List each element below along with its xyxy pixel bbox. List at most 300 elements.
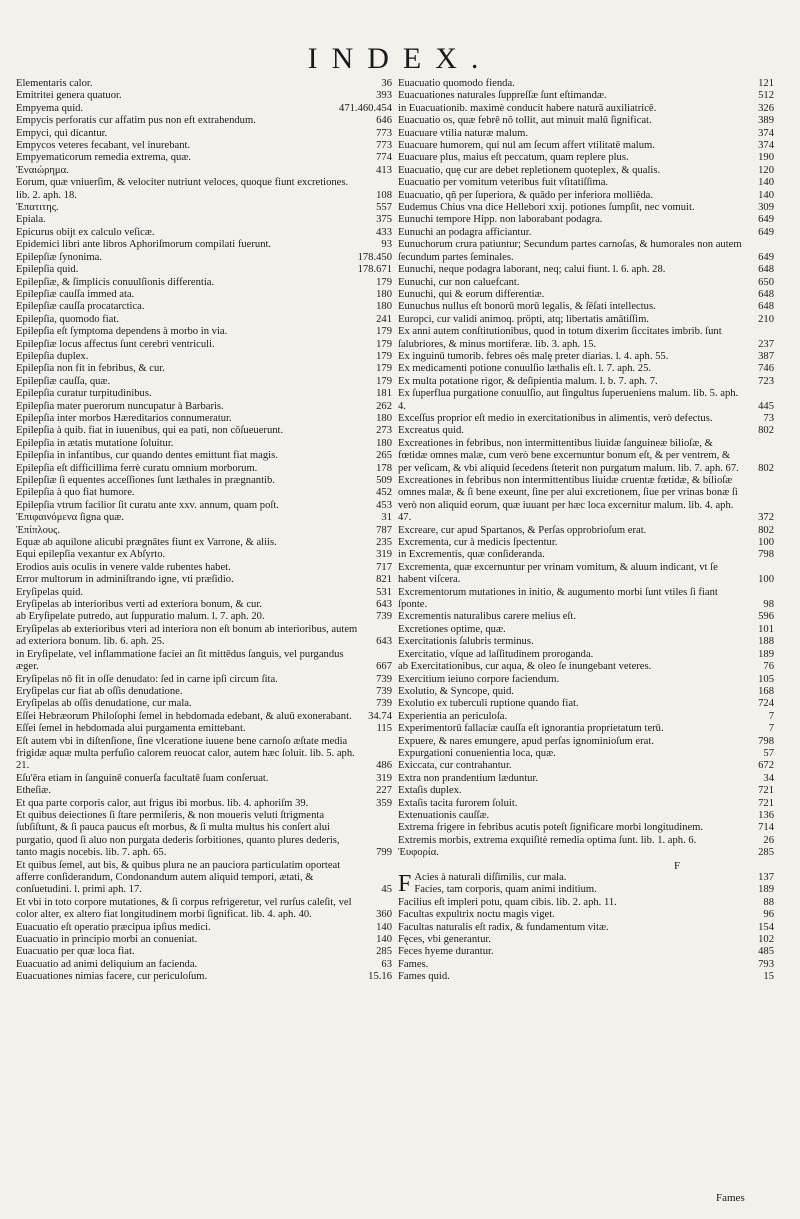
entry-page-number: 76 — [763, 661, 774, 673]
entry-page-number: 648 — [758, 264, 774, 276]
entry-page-number: 189 — [758, 648, 774, 660]
entry-page-number: 105 — [758, 673, 774, 685]
entry-text: Extra non prandentium læduntur. — [398, 772, 539, 784]
index-entry — [16, 214, 394, 226]
index-entry — [16, 723, 394, 735]
entry-text: Exolutio, & Syncope, quid. — [398, 685, 514, 697]
entry-text: Ex ſuperflua purgatione conuulſio, aut ſingultus ſuperueniens malum. lib. 5. aph. 4. — [398, 388, 739, 412]
entry-text: Euacuationes nimias facere, cur periculoſum. — [16, 971, 208, 983]
entry-page-number: 433 — [376, 226, 392, 238]
entry-text: Eryſipelas cur fiat ab oſſis denudatione. — [16, 685, 183, 697]
index-entry — [398, 128, 776, 140]
entry-text: Exceſſus proprior eſt medio in exercitationibus in alimentis, verò defectus. — [398, 412, 713, 424]
entry-text: Excretiones optime, quæ. — [398, 623, 506, 635]
entry-text: Extremis morbis, extrema exquiſitè remedia optima ſunt. lib. 1. aph. 6. — [398, 834, 697, 846]
index-entry — [16, 500, 394, 512]
entry-text: Facies, tam corporis, quam animi inditium. — [414, 884, 597, 896]
entry-text: Excrementorum mutationes in initio, & augumento morbi ſunt vtiles ſi fiant ſponte. — [398, 586, 718, 611]
entry-text: Ἐναιώρημα. — [16, 164, 69, 176]
index-entry — [398, 413, 776, 425]
entry-page-number: 178.450 — [357, 251, 392, 263]
index-entry — [398, 661, 776, 673]
entry-text: Eunuchi, neque podagra laborant, neq; calui fiunt. l. 6. aph. 28. — [398, 264, 666, 276]
index-entry — [16, 698, 394, 710]
entry-text: Ex inguinū tumorib. febres oēs malę preter diarias. l. 4. aph. 55. — [398, 350, 669, 362]
entry-text: Eryſipelas ab oſſis denudatione, cur mala. — [16, 698, 192, 710]
index-entry — [16, 152, 394, 164]
index-entry — [16, 537, 394, 549]
index-entry — [16, 103, 394, 115]
entry-page-number: 15 — [763, 971, 774, 983]
entry-page-number: 374 — [758, 127, 774, 139]
index-entry — [16, 252, 394, 264]
entry-text: Extaſis tacita furorem ſoluit. — [398, 797, 518, 809]
entry-text: Fęces, vbi generantur. — [398, 934, 491, 946]
entry-text: Euacuatio per quæ loca fiat. — [16, 946, 135, 958]
index-entry — [16, 78, 394, 90]
entry-text: Feces hyeme durantur. — [398, 946, 494, 958]
entry-page-number: 452 — [376, 487, 392, 499]
entry-page-number: 98 — [763, 599, 774, 611]
entry-text: Epicurus obijt ex calculo veſicæ. — [16, 226, 155, 238]
entry-text: Exolutio ex tuberculi ruptione quando fiat. — [398, 698, 579, 710]
entry-page-number: 667 — [376, 661, 392, 673]
entry-page-number: 179 — [376, 375, 392, 387]
entry-page-number: 724 — [758, 698, 774, 710]
entry-text: Facultas expultrix noctu magis viget. — [398, 909, 555, 921]
entry-text: Excrementa, cur à medicis ſpectentur. — [398, 537, 558, 549]
entry-text: Erodios auis oculis in venere valde rubentes habet. — [16, 561, 231, 573]
index-entry — [398, 115, 776, 127]
entry-page-number: 793 — [758, 958, 774, 970]
index-entry — [398, 835, 776, 847]
index-entry — [16, 363, 394, 375]
entry-page-number: 180 — [376, 288, 392, 300]
index-entry — [16, 326, 394, 338]
index-entry — [16, 736, 394, 773]
entry-page-number: 372 — [758, 512, 774, 524]
entry-page-number: 374 — [758, 140, 774, 152]
entry-text: Excreationes in febribus non intermittentibus liuidæ cruentæ fœtidæ, & bilioſæ omnes malæ, & ſi bene exeunt, ſine per alui excretionem, ſiue per vrinas bonæ ſi verò non aliquid eorum, quæ iuuant per hæc loca excernitur malum. lib. 4. aph. 47. — [398, 475, 738, 524]
index-entry — [16, 810, 394, 860]
entry-text: Et vbi in toto corpore mutationes, & ſi corpus refrigeretur, vel rurſus caleſit, vel color alter, ex altero fiat longitudinem morbi ſignificat. lib. 4. aph. 40. — [16, 896, 352, 921]
index-entry — [16, 475, 394, 487]
entry-text: Eſt autem vbi in diſtenſione, ſine vlceratione iuuene bene carnoſo æſtate media frigidæ aquæ multa perfuſio calorem reuocat calor, autem hæc ſoluit. lib. 5. aph. 21. — [16, 735, 355, 772]
index-entry — [16, 487, 394, 499]
index-entry — [398, 959, 776, 971]
entry-text: FAcies à naturali diſſimilis, cur mala. — [398, 871, 567, 897]
index-entry — [16, 202, 394, 214]
entry-page-number: 643 — [376, 599, 392, 611]
entry-text: Fames quid. — [398, 971, 450, 983]
entry-text: Eudemus Chius vna dice Hellebori xxij. potiones ſumpſit, nec vomuit. — [398, 202, 695, 214]
entry-text: Eſu'ēra etiam in ſanguinē conuerſa facultatē ſuam conſeruat. — [16, 772, 269, 784]
index-entry — [16, 227, 394, 239]
index-entry — [16, 562, 394, 574]
entry-text: Eryſipelas ab exterioribus vteri ad interiora non eſt bonum ab interioribus, autem ad exteriora bonum. lib. 6. aph. 25. — [16, 623, 358, 648]
index-entry — [16, 897, 394, 922]
index-entry — [398, 277, 776, 289]
index-entry — [398, 425, 776, 437]
entry-text: Ἐυφορία. — [398, 847, 439, 859]
entry-page-number: 486 — [376, 760, 392, 772]
entry-page-number: 802 — [758, 425, 774, 437]
entry-text: Epilepſia non fit in febribus, & cur. — [16, 363, 165, 375]
index-entry — [398, 549, 776, 561]
entry-text: Euacuatio quomodo fienda. — [398, 78, 515, 89]
entry-text: Epiala. — [16, 214, 46, 226]
entry-text: Epilepſia quid. — [16, 264, 79, 276]
index-entry — [398, 649, 776, 661]
entry-page-number: 802 — [758, 524, 774, 536]
index-entry — [16, 574, 394, 586]
entry-text: Eſſei Hebræorum Philoſophi ſemel in hebdomada edebant, & aluū exonerabant. — [16, 710, 352, 722]
entry-text: Excreatus quid. — [398, 425, 464, 437]
index-entry — [16, 674, 394, 686]
index-entry — [398, 909, 776, 921]
entry-page-number: 643 — [376, 636, 392, 648]
entry-page-number: 798 — [758, 735, 774, 747]
entry-page-number: 739 — [376, 698, 392, 710]
entry-text: Exercitatio, vſque ad laſſitudinem proroganda. — [398, 648, 594, 660]
section-letter: F — [673, 859, 681, 872]
index-entry — [16, 549, 394, 561]
entry-text: Epilepſia inter morbos Hæreditarios connumeratur. — [16, 412, 232, 424]
index-entry — [398, 537, 776, 549]
entry-page-number: 102 — [758, 934, 774, 946]
index-entry — [16, 611, 394, 623]
index-entry — [16, 90, 394, 102]
entry-page-number: 649 — [758, 226, 774, 238]
index-entry — [16, 115, 394, 127]
entry-page-number: 34 — [763, 772, 774, 784]
entry-page-number: 375 — [376, 214, 392, 226]
entry-text: Eryſipelas quid. — [16, 586, 84, 598]
entry-page-number: 309 — [758, 202, 774, 214]
entry-page-number: 63 — [381, 958, 392, 970]
index-entry — [16, 401, 394, 413]
index-entry — [398, 103, 776, 115]
entry-page-number: 596 — [758, 611, 774, 623]
index-entry — [398, 264, 776, 276]
index-entry — [398, 202, 776, 214]
index-entry — [398, 314, 776, 326]
index-entry — [398, 785, 776, 797]
entry-page-number: 646 — [376, 115, 392, 127]
entry-text: Euacuare vtilia naturæ malum. — [398, 127, 529, 139]
index-entry — [16, 277, 394, 289]
entry-page-number: 273 — [376, 425, 392, 437]
index-entry — [398, 177, 776, 189]
entry-text: Epilepſia à quo fiat humore. — [16, 487, 135, 499]
entry-page-number: 36 — [381, 78, 392, 89]
index-entry — [16, 177, 394, 202]
index-entry — [16, 686, 394, 698]
index-entry — [398, 810, 776, 822]
index-entry — [398, 636, 776, 648]
index-entry — [16, 264, 394, 276]
index-entry — [16, 922, 394, 934]
index-entry — [398, 301, 776, 313]
entry-text: Euacuatio in principio morbi an conueniat. — [16, 934, 198, 946]
entry-page-number: 319 — [376, 549, 392, 561]
entry-text: Epilepſia eſt ſymptoma dependens à morbo in via. — [16, 326, 228, 338]
entry-text: Empyematicorum remedia extrema, quæ. — [16, 152, 192, 164]
entry-text: Facultas naturalis eſt radix, & fundamentum vitæ. — [398, 921, 609, 933]
entry-page-number: 100 — [758, 574, 774, 586]
entry-page-number: 557 — [376, 202, 392, 214]
entry-page-number: 188 — [758, 636, 774, 648]
entry-page-number: 746 — [758, 363, 774, 375]
entry-page-number: 210 — [758, 313, 774, 325]
entry-page-number: 7 — [768, 710, 774, 722]
entry-page-number: 509 — [376, 475, 392, 486]
entry-text: Euacuatio os, quæ febrē nō tollit, aut minuit malū ſignificat. — [398, 115, 652, 127]
entry-page-number: 650 — [758, 276, 774, 288]
entry-page-number: 649 — [758, 251, 774, 263]
index-entry — [398, 214, 776, 226]
index-entry — [398, 525, 776, 537]
entry-page-number: 326 — [758, 102, 774, 114]
index-entry — [398, 922, 776, 934]
entry-text: Emitritei genera quatuor. — [16, 90, 122, 102]
entry-text: Euacuatio per vomitum veteribus fuit vſitatiſſima. — [398, 177, 609, 189]
entry-page-number: 821 — [376, 574, 392, 586]
entry-page-number: 773 — [376, 140, 392, 152]
entry-text: Epilepſia à quib. fiat in iuuenibus, qui ea pati, non cōſueuerunt. — [16, 425, 284, 437]
entry-page-number: 179 — [376, 350, 392, 362]
entry-text: Europci, cur validi animoq. pröpti, atq; libertatis amātiſſim. — [398, 313, 649, 325]
index-entry — [16, 798, 394, 810]
index-entry — [398, 140, 776, 152]
entry-page-number: 178 — [376, 462, 392, 474]
entry-text: Epilepſia in infantibus, cur quando dentes emittunt fiat magis. — [16, 450, 278, 462]
entry-text: Excrementis naturalibus carere melius eſt. — [398, 611, 576, 623]
entry-page-number: 389 — [758, 115, 774, 127]
entry-text: Exercitium ieiuno corpore faciendum. — [398, 673, 560, 685]
index-entry — [398, 686, 776, 698]
entry-text: Eunuchi an podagra afficiantur. — [398, 226, 532, 238]
entry-page-number: 531 — [376, 586, 392, 598]
entry-page-number: 413 — [376, 164, 392, 176]
entry-page-number: 179 — [376, 276, 392, 288]
entry-page-number: 180 — [376, 437, 392, 449]
entry-text: Eunuchi tempore Hipp. non laborabant podagra. — [398, 214, 603, 226]
index-entry — [398, 475, 776, 525]
index-entry — [16, 934, 394, 946]
entry-text: Ἐπατιτης. — [16, 202, 59, 214]
index-entry — [16, 450, 394, 462]
entry-page-number: 723 — [758, 375, 774, 387]
index-entry — [16, 587, 394, 599]
index-entry — [398, 363, 776, 375]
entry-text: Etheſiæ. — [16, 785, 52, 797]
entry-text: Empyema quid. — [16, 102, 84, 114]
index-entry — [398, 736, 776, 748]
entry-page-number: 360 — [376, 909, 392, 921]
index-entry — [16, 140, 394, 152]
index-entry — [398, 760, 776, 772]
entry-page-number: 179 — [376, 338, 392, 350]
entry-page-number: 179 — [376, 363, 392, 375]
entry-text: Euacuationes naturales ſuppreſſæ ſunt eſtimandæ. — [398, 90, 607, 102]
entry-text: Elementaris calor. — [16, 78, 93, 89]
entry-text: in Eryſipelate, vel inflammatione faciei an ſit mittēdus ſanguis, vel purgandus æger. — [16, 648, 344, 673]
index-entry — [398, 798, 776, 810]
entry-page-number: 319 — [376, 772, 392, 784]
index-entry — [16, 959, 394, 971]
index-entry — [16, 314, 394, 326]
entry-page-number: 471.460.454 — [339, 102, 392, 114]
entry-page-number: 140 — [376, 921, 392, 933]
entry-text: Epilepſiæ cauſſa, quæ. — [16, 375, 111, 387]
entry-page-number: 773 — [376, 127, 392, 139]
entry-text: Empyci, qui dicantur. — [16, 127, 108, 139]
entry-page-number: 178.671 — [357, 264, 392, 276]
index-entry — [398, 376, 776, 388]
entry-page-number: 96 — [763, 909, 774, 921]
entry-page-number: 648 — [758, 288, 774, 300]
entry-text: Empycos veteres fecabant, vel inurebant. — [16, 140, 191, 152]
index-entry — [16, 860, 394, 897]
index-column-right — [398, 78, 776, 984]
entry-page-number: 88 — [763, 896, 774, 908]
entry-page-number: 180 — [376, 301, 392, 313]
index-entry — [398, 611, 776, 623]
entry-text: Facilius eſt impleri potu, quam cibis. lib. 2. aph. 11. — [398, 896, 617, 908]
entry-text: Excreationes in febribus, non intermittentibus liuidæ ſanguineæ bilioſæ, & fœtidæ omnes malæ, cum verò bene excernuntur bonum eſt, & per ventrem, & per veſicam, & vbi aliquid ſecedens ſteterit non purgatum malum. lib. 7. aph. 67. — [398, 437, 739, 474]
entry-page-number: 15.16 — [368, 971, 392, 983]
entry-page-number: 179 — [376, 326, 392, 338]
entry-page-number: 26 — [763, 834, 774, 846]
index-entry — [398, 562, 776, 587]
entry-text: Epilepſiæ ſynonima. — [16, 251, 102, 263]
entry-text: Ἐπίπλους. — [16, 524, 60, 536]
entry-text: Epilepſiæ ſi equentes acceſſiones ſunt læthales in prægnantib. — [16, 475, 275, 486]
entry-text: Euacuare humorem, qui nul am ſecum affert vtilitatē malum. — [398, 140, 655, 152]
index-entry — [398, 897, 776, 909]
entry-text: Euacuatio eſt operatio præcipua ipſius medici. — [16, 921, 211, 933]
entry-page-number: 121 — [758, 78, 774, 89]
entry-page-number: 115 — [376, 723, 392, 735]
entry-text: Euacuatio, qñ per ſuperiora, & quādo per inferiora molliēda. — [398, 189, 654, 201]
entry-text: Eunuchorum crura patiuntur; Secundum partes carnoſas, & humorales non autem ſecundum partes ſeminales. — [398, 239, 742, 263]
entry-page-number: 137 — [758, 872, 774, 883]
index-entry — [398, 587, 776, 612]
index-entry — [16, 388, 394, 400]
entry-text: in Excrementis, quæ conſideranda. — [398, 549, 545, 561]
index-entry — [398, 326, 776, 351]
index-entry — [16, 339, 394, 351]
entry-page-number: 190 — [758, 152, 774, 164]
index-entry — [16, 128, 394, 140]
entry-text: Epilepſiæ cauſſa procatarctica. — [16, 301, 145, 313]
index-entry — [16, 376, 394, 388]
entry-text: Euacuatio, quę cur are debet repletionem quoteplex, & qualis. — [398, 164, 661, 176]
entry-text: Eorum, quæ vniuerſim, & velociter nutriunt veloces, quoque fiunt excretiones. lib. 2. aph. 18. — [16, 177, 349, 201]
index-entry — [398, 190, 776, 202]
index-entry — [398, 698, 776, 710]
index-entry — [398, 773, 776, 785]
entry-page-number: 181 — [376, 388, 392, 400]
index-entry — [398, 674, 776, 686]
index-entry — [16, 599, 394, 611]
index-entry — [398, 822, 776, 834]
entry-page-number: 799 — [376, 847, 392, 859]
index-entry — [398, 78, 776, 90]
entry-text: Exercitationis ſalubris terminus. — [398, 636, 534, 648]
entry-text: Fames. — [398, 958, 429, 970]
index-entry — [16, 946, 394, 958]
entry-text: Expuere, & nares emungere, apud perſas ignominioſum erat. — [398, 735, 654, 747]
index-entry — [16, 971, 394, 983]
index-entry — [398, 152, 776, 164]
entry-text: ab Eryſipelate putredo, aut ſuppuratio malum. l. 7. aph. 20. — [16, 611, 265, 623]
entry-text: Epilepſia vtrum facilior ſit curatu ante xxv. annum, quam poſt. — [16, 499, 279, 511]
entry-text: Epilepſia eſt difficillima ferrè curatu omnium morborum. — [16, 462, 258, 474]
entry-page-number: 140 — [376, 934, 392, 946]
index-entry — [16, 785, 394, 797]
entry-text: Epilepſia, quomodo fiat. — [16, 313, 119, 325]
entry-page-number: 648 — [758, 301, 774, 313]
entry-page-number: 31 — [381, 512, 392, 524]
entry-text: ab Exercitationibus, cur aqua, & oleo ſe inungebant veteres. — [398, 661, 652, 673]
entry-page-number: 262 — [376, 400, 392, 412]
index-entry — [398, 946, 776, 958]
entry-page-number: 168 — [758, 685, 774, 697]
entry-text: Et quibus deiectiones ſi ſtare permiſeris, & non moueris veluti ſtrigmenta ſubſiſtunt, & ſi pauca paucus eſt morbus, & ſi multa multus his conſert alui purgatio, quod ſi aluo non purgata dederis ſorbitiones, quanto plures dederis, tanto magis nocebis. lib. 7. aph. 65. — [16, 809, 340, 859]
index-entry — [16, 351, 394, 363]
entry-text: in Euacuationib. maximè conducit habere naturā auxiliatricē. — [398, 102, 657, 114]
index-entry — [16, 525, 394, 537]
entry-text: Equæ ab aquilone alicubi prægnātes fiunt ex Varrone, & aliis. — [16, 537, 277, 549]
entry-page-number: 714 — [758, 822, 774, 834]
entry-page-number: 393 — [376, 90, 392, 102]
entry-page-number: 672 — [758, 760, 774, 772]
entry-page-number: 774 — [376, 152, 392, 164]
entry-text: Empycis perforatis cur affatim pus non eft extrahendum. — [16, 115, 256, 127]
entry-text: Eunuchus nullus eſt bonorū morū legalis, & ſēſati intellectus. — [398, 301, 656, 313]
entry-text: Exiccata, cur contrahantur. — [398, 760, 512, 772]
entry-text: Epilepſia duplex. — [16, 350, 89, 362]
index-entry — [16, 239, 394, 251]
entry-text: Ex anni autem conſtitutionibus, quod in totum dixerim ſiccitates imbrib. ſunt ſalubriores, & minus mortiferæ. lib. 3. aph. 15. — [398, 326, 722, 350]
entry-page-number: 739 — [376, 673, 392, 685]
index-entry — [398, 624, 776, 636]
entry-text: Ex multa potatione rigor, & deſipientia malum. l. b. 7. aph. 7. — [398, 375, 658, 387]
index-entry — [398, 884, 776, 896]
index-entry — [398, 388, 776, 413]
entry-text: Extaſis duplex. — [398, 785, 462, 797]
entry-page-number: 100 — [758, 537, 774, 549]
entry-text: Epilepſiæ cauſſa immed ata. — [16, 288, 135, 300]
index-entry — [398, 289, 776, 301]
index-entry — [16, 165, 394, 177]
entry-text: Excrementa, quæ excernuntur per vrinam vomitum, & aluum indicant, vt ſe habent viſcera. — [398, 561, 718, 586]
entry-page-number: 485 — [758, 946, 774, 958]
entry-text: Equi epilepſia vexantur ex Abſyrto. — [16, 549, 166, 561]
entry-page-number: 649 — [758, 214, 774, 226]
entry-text: Expurgationi conuenientia loca, quæ. — [398, 747, 556, 759]
entry-text: Et qua parte corporis calor, aut frigus ibi morbus. lib. 4. aphoriſm 39. — [16, 797, 309, 809]
entry-page-number: 108 — [376, 189, 392, 201]
entry-text: Eſſei ſemel in hebdomada alui purgamenta emittebant. — [16, 723, 246, 735]
index-entry — [16, 624, 394, 649]
entry-text: Epilepſia in ætatis mutatione ſoluitur. — [16, 437, 174, 449]
entry-page-number: 359 — [376, 797, 392, 809]
entry-page-number: 739 — [376, 685, 392, 697]
entry-text: Ex medicamenti potione conuulſio læthalis eſt. l. 7. aph. 25. — [398, 363, 652, 375]
